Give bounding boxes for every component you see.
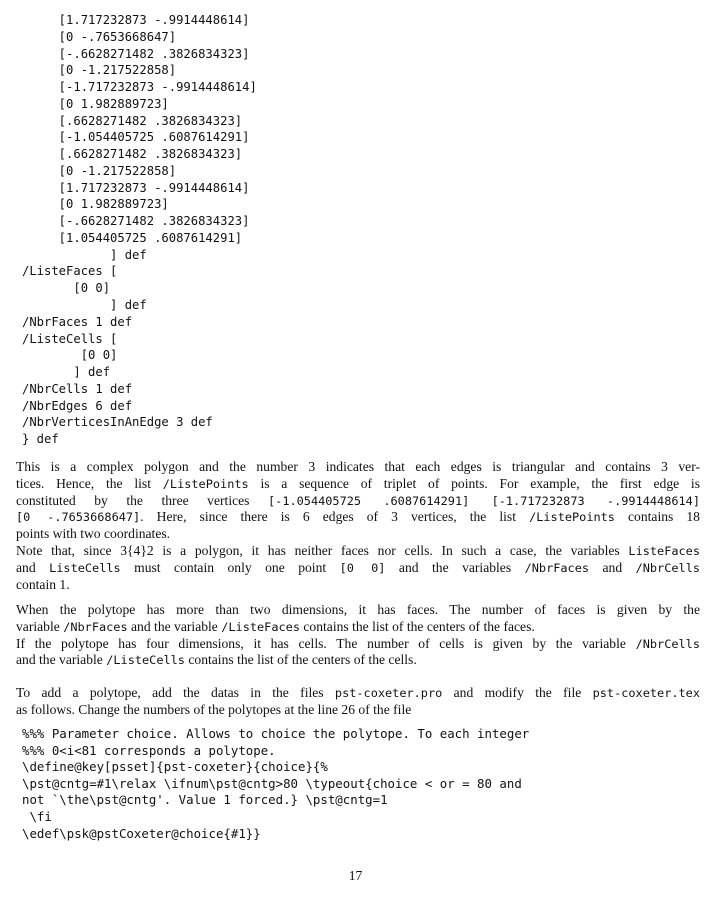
code-line: ] def (22, 247, 147, 262)
text-line (16, 526, 700, 543)
postscript-code-block (22, 12, 257, 448)
code-line: %%% Parameter choice. Allows to choice the polytope. To each integer (22, 726, 530, 741)
code-line: [0 -1.217522858] (22, 163, 177, 178)
code-line: [.6628271482 .3826834323] (22, 113, 243, 128)
code-line: [-.6628271482 .3826834323] (22, 214, 250, 229)
code-line: not `\the\pst@cntg'. Value 1 forced.} \pst@cntg=1 (22, 792, 388, 808)
text-run: constituted by the three vertices (16, 492, 268, 508)
inline-code: [0 0] (339, 560, 386, 575)
inline-code: pst-coxeter.tex (592, 686, 700, 700)
text-run: is a sequence of triplet of points. For example, the first edge is (248, 475, 700, 491)
text-run: contain 1. (16, 576, 70, 592)
code-line: [0 -1.217522858] (22, 63, 177, 78)
code-line: \define@key[psset]{pst-coxeter}{choice}{% (22, 759, 328, 775)
inline-code: [0 -.7653668647] (16, 510, 141, 525)
latex-code-block (22, 726, 529, 842)
inline-code: /ListeCells (106, 653, 185, 668)
inline-code: ListeFaces (628, 543, 700, 558)
code-line: /NbrVerticesInAnEdge 3 def (22, 415, 213, 430)
text-run: This is a complex polygon and the number 3 indicates that each edges is triangular and contains 3 ver- (16, 459, 700, 474)
text-run: variable (16, 618, 64, 634)
code-line: /NbrFaces 1 def (22, 314, 133, 329)
text-run: contains 18 (614, 509, 700, 525)
paragraph-add-polytope (16, 685, 700, 719)
code-line: [1.054405725 .6087614291] (22, 230, 243, 245)
text-run: contains the list of the centers of the faces. (299, 618, 535, 634)
code-line: } def (22, 432, 59, 447)
code-line: [-1.054405725 .6087614291] (22, 130, 250, 145)
text-line (16, 543, 700, 560)
inline-code: /NbrFaces (524, 560, 590, 575)
code-line: %%% 0<i<81 corresponds a polytope. (22, 742, 276, 758)
text-line (16, 636, 700, 653)
text-run: To add a polytope, add the datas in the files (16, 685, 335, 700)
code-line: /NbrCells 1 def (22, 381, 133, 396)
text-line (16, 602, 700, 619)
text-line (16, 509, 700, 526)
text-run: If the polytope has four dimensions, it has cells. The number of cells is given by the variable (16, 635, 636, 651)
text-line (16, 577, 700, 594)
text-run: must contain only one point (120, 559, 340, 575)
text-line (16, 493, 700, 510)
paragraph-complex-polygon (16, 459, 700, 593)
code-line: /ListeCells [ (22, 331, 118, 346)
text-run: and (589, 559, 636, 575)
inline-code: pst-coxeter.pro (334, 686, 443, 700)
code-line: \edef\psk@pstCoxeter@choice{#1}} (22, 825, 261, 841)
text-run: contains the list of the centers of the cells. (184, 652, 417, 668)
code-line: [-.6628271482 .3826834323] (22, 46, 250, 61)
text-run: and the variables (385, 559, 525, 575)
code-line: /ListeFaces [ (22, 264, 118, 279)
inline-code: /ListePoints (529, 510, 615, 525)
inline-code: ListeCells (49, 560, 121, 575)
code-line: \fi (22, 808, 52, 824)
inline-code: [-1.054405725 .6087614291] [-1.717232873 -.9914448614] (268, 493, 701, 508)
text-run: and the variable (16, 652, 107, 668)
code-line: [-1.717232873 -.9914448614] (22, 80, 257, 95)
text-run: tices. Hence, the list (16, 475, 163, 491)
text-line (16, 560, 700, 577)
inline-code: /NbrCells (635, 560, 701, 575)
text-run: and modify the file (442, 685, 593, 700)
text-run: Note that, since 3{4}2 is a polygon, it has neither faces nor cells. In such a case, the variables (16, 542, 629, 558)
inline-code: /NbrFaces (63, 619, 128, 634)
text-line (16, 685, 700, 702)
inline-code: /ListePoints (162, 476, 249, 491)
text-line (16, 619, 700, 636)
text-line (16, 459, 700, 476)
text-run: and the variable (127, 618, 222, 634)
inline-code: /NbrCells (635, 636, 700, 651)
code-line: [0 0] (22, 281, 111, 296)
code-line: [1.717232873 -.9914448614] (22, 180, 250, 195)
page-number: 17 (348, 868, 363, 883)
code-line: /NbrEdges 6 def (22, 398, 133, 413)
code-line: [0 1.982889723] (22, 197, 169, 212)
text-run: When the polytope has more than two dimensions, it has faces. The number of faces is given by the (16, 602, 700, 617)
text-run: and (16, 559, 50, 575)
code-line: [.6628271482 .3826834323] (22, 147, 243, 162)
text-run: . Here, since there is 6 edges of 3 vertices, the list (140, 509, 530, 525)
code-line: [0 0] (22, 348, 118, 363)
code-line: [0 -.7653668647] (22, 29, 177, 44)
text-line (16, 702, 700, 719)
code-line: [0 1.982889723] (22, 96, 169, 111)
code-line: \pst@cntg=#1\relax \ifnum\pst@cntg>80 \typeout{choice < or = 80 and (22, 775, 522, 791)
code-line: ] def (22, 365, 111, 380)
code-line: ] def (22, 298, 147, 313)
text-line (16, 652, 700, 669)
paragraph-faces-cells (16, 602, 700, 669)
text-line (16, 476, 700, 493)
inline-code: /ListeFaces (221, 619, 300, 634)
code-line: [1.717232873 -.9914448614] (22, 13, 250, 27)
text-run: as follows. Change the numbers of the polytopes at the line 26 of the file (16, 701, 412, 717)
text-run: points with two coordinates. (16, 526, 171, 542)
